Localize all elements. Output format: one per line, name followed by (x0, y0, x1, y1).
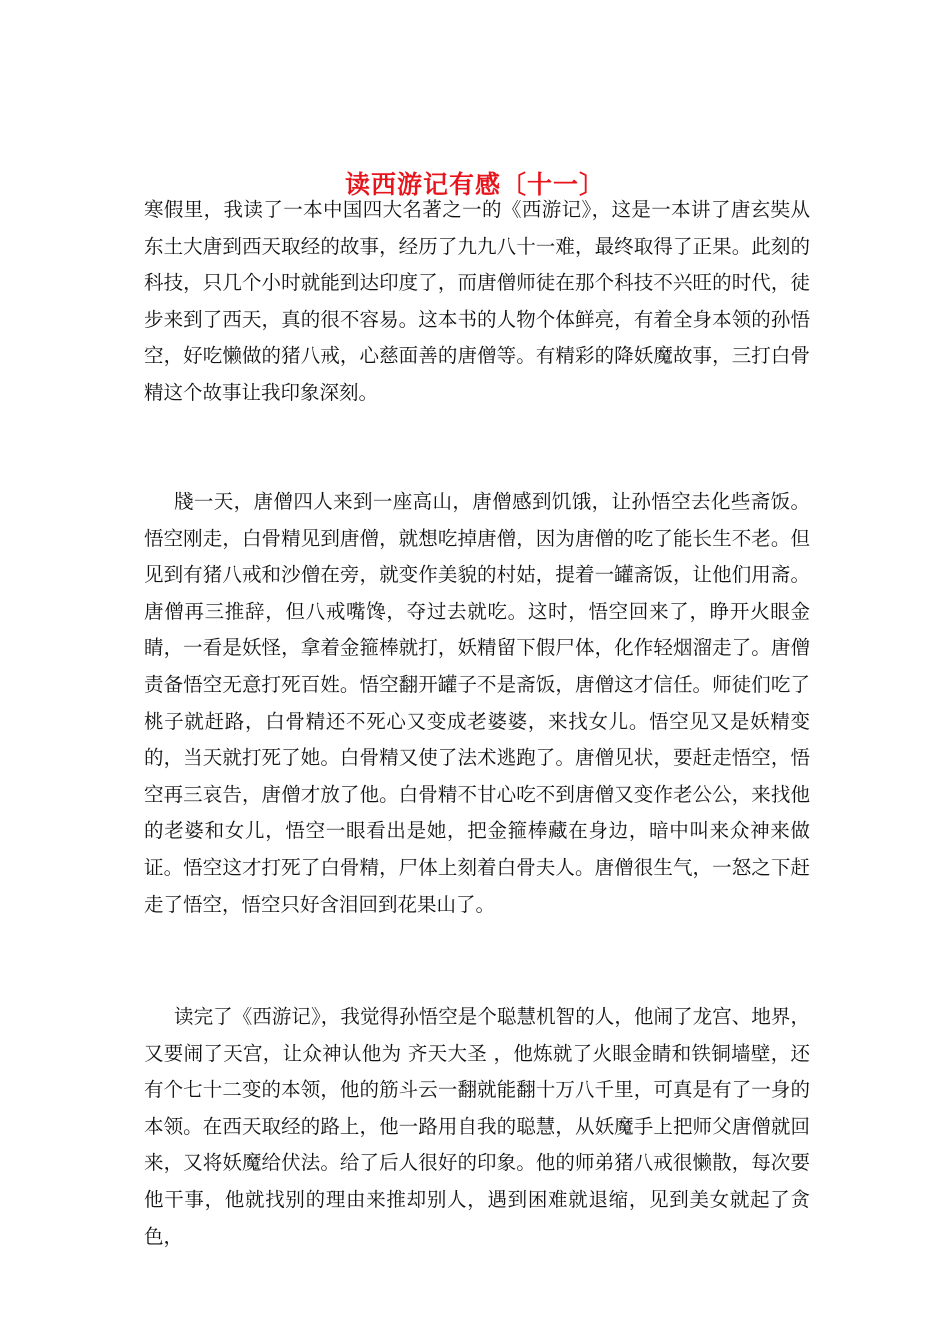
paragraph-1: 寒假里，我读了一本中国四大名著之一的《西游记》，这是一本讲了唐玄奘从东土大唐到西天取经的故事，经历了九九八十一难，最终取得了正果。此刻的科技，只几个小时就能到达印度了，而唐僧师徒在那个科技不兴旺的时代，徒步来到了西天，真的很不容易。这本书的人物个体鲜亮，有着全身本领的孙悟空，好吃懒做的猪八戒，心慈面善的唐僧等。有精彩的降妖魔故事，三打白骨精这个故事让我印象深刻。 (144, 198, 810, 404)
document-title: 读西游记有感〔十一〕 (344, 169, 605, 199)
paragraph-2: 牋一天，唐僧四人来到一座高山，唐僧感到饥饿，让孙悟空去化些斋饭。悟空刚走，白骨精见到唐僧，就想吃掉唐僧，因为唐僧的吃了能长生不老。但见到有猪八戒和沙僧在旁，就变作美貌的村姑，提着一罐斋饭，让他们用斋。唐僧再三推辞，但八戒嘴馋，夺过去就吃。这时，悟空回来了，睁开火眼金睛，一看是妖怪，拿着金箍棒就打，妖精留下假尸体，化作轻烟溜走了。唐僧责备悟空无意打死百姓。悟空翻开罐子不是斋饭，唐僧这才信任。师徒们吃了桃子就赶路，白骨精还不死心又变成老婆婆，来找女儿。悟空见又是妖精变的，当天就打死了她。白骨精又使了法术逃跑了。唐僧见状，要赶走悟空，悟空再三哀告，唐僧才放了他。白骨精不甘心吃不到唐僧又变作老公公，来找他的老婆和女儿，悟空一眼看出是她，把金箍棒藏在身边，暗中叫来众神来做证。悟空这才打死了白骨精，尸体上刻着白骨夫人。唐僧很生气，一怒之下赶走了悟空，悟空只好含泪回到花果山了。 (144, 490, 810, 916)
paragraph-3: 读完了《西游记》，我觉得孙悟空是个聪慧机智的人，他闹了龙宫、地界，又要闹了天宫，让众神认他为 齐天大圣 ，他炼就了火眼金睛和铁铜墙壁，还有个七十二变的本领，他的筋斗云一翻就能翻十万八千里，可真是有了一身的本领。在西天取经的路上，他一路用自我的聪慧，从妖魔手上把师父唐僧就回来，又将妖魔给伏法。给了后人很好的印象。他的师弟猪八戒很懒散，每次要他干事，他就找别的理由来推却别人，遇到困难就退缩，见到美女就起了贪色， (144, 1005, 810, 1248)
